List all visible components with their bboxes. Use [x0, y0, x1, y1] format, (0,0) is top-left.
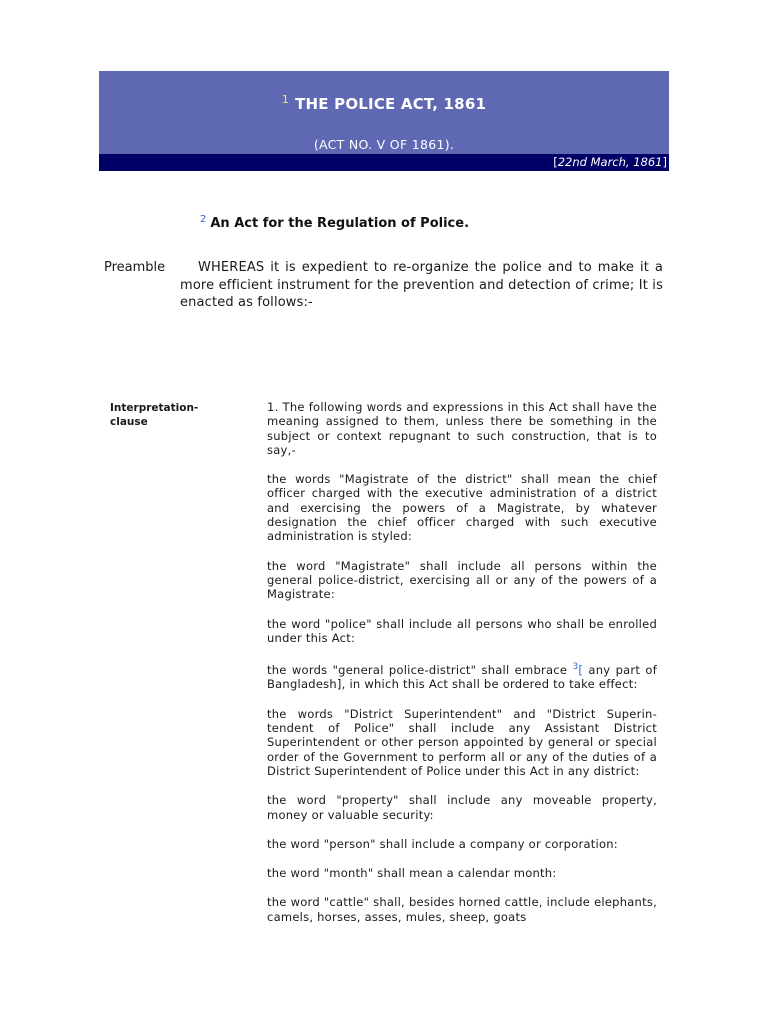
preamble-text: WHEREAS it is expedient to re-organize the police and to make it a more efficient instrument for the prevention and detection of crime; It is enacted as follows:- [180, 260, 663, 310]
definition-text: any part of Bangladesh], in which this Act shall be ordered to take effect: [267, 663, 657, 692]
definition-general-police-district [267, 660, 657, 692]
definition-magistrate: the word "Magistrate" shall include all persons within the general police-district, exercising all or any of the powers of a Magistrate: [267, 558, 657, 602]
act-header-banner [99, 71, 669, 171]
date-text: 22nd March, 1861 [557, 155, 663, 169]
definition-magistrate-of-district: the words "Magistrate of the district" shall mean the chief officer charged with the executive administration of a district and exercising the powers of a Magistrate, by whatever designation the chief officer charged with such executive administration is styled: [267, 472, 657, 544]
margin-note-interpretation: Interpretation-clause [110, 402, 199, 428]
footnote-marker-3[interactable]: 3 [572, 662, 579, 673]
footnote-marker-2[interactable]: 2 [200, 214, 207, 225]
definition-text: the words "general police-district" shall embrace [267, 663, 573, 678]
amendment-bracket: [ [578, 663, 584, 678]
act-date [553, 155, 667, 169]
long-title [200, 214, 469, 231]
act-number: (ACT NO. V OF 1861). [313, 137, 455, 152]
definition-property: the word "property" shall include any moveable property, money or valuable security: [267, 793, 657, 822]
long-title-text: An Act for the Regulation of Police. [210, 216, 470, 231]
definition-district-superintendent: the words "District Superintendent" and "District Superin-tendent of Police" shall include any Assistant District Superintendent or other person appointed by general or special order of the Government to perform all or any of the duties of a District Superintendent of Police under this Act in any district: [267, 706, 657, 778]
preamble-label: Preamble [104, 260, 166, 275]
section-paragraph: 1. The following words and expressions in this Act shall have the meaning assigned to them, unless there be something in the subject or context repugnant to such construction, that is to say,- [267, 400, 657, 457]
definition-police: the word "police" shall include all persons who shall be enrolled under this Act: [267, 616, 657, 645]
date-band [99, 154, 669, 171]
footnote-marker-1[interactable]: 1 [281, 93, 290, 106]
act-name: THE POLICE ACT, 1861 [295, 95, 487, 113]
definition-month: the word "month" shall mean a calendar month: [267, 866, 557, 881]
date-bracket-close: ] [662, 155, 667, 169]
definition-person: the word "person" shall include a company or corporation: [267, 836, 618, 851]
section-1-body [267, 400, 657, 939]
definition-cattle: the word "cattle" shall, besides horned cattle, include elephants, camels, horses, asses, mules, sheep, goats [267, 895, 657, 924]
act-title-heading [99, 93, 669, 113]
date-bracket-open: [ [553, 155, 558, 169]
